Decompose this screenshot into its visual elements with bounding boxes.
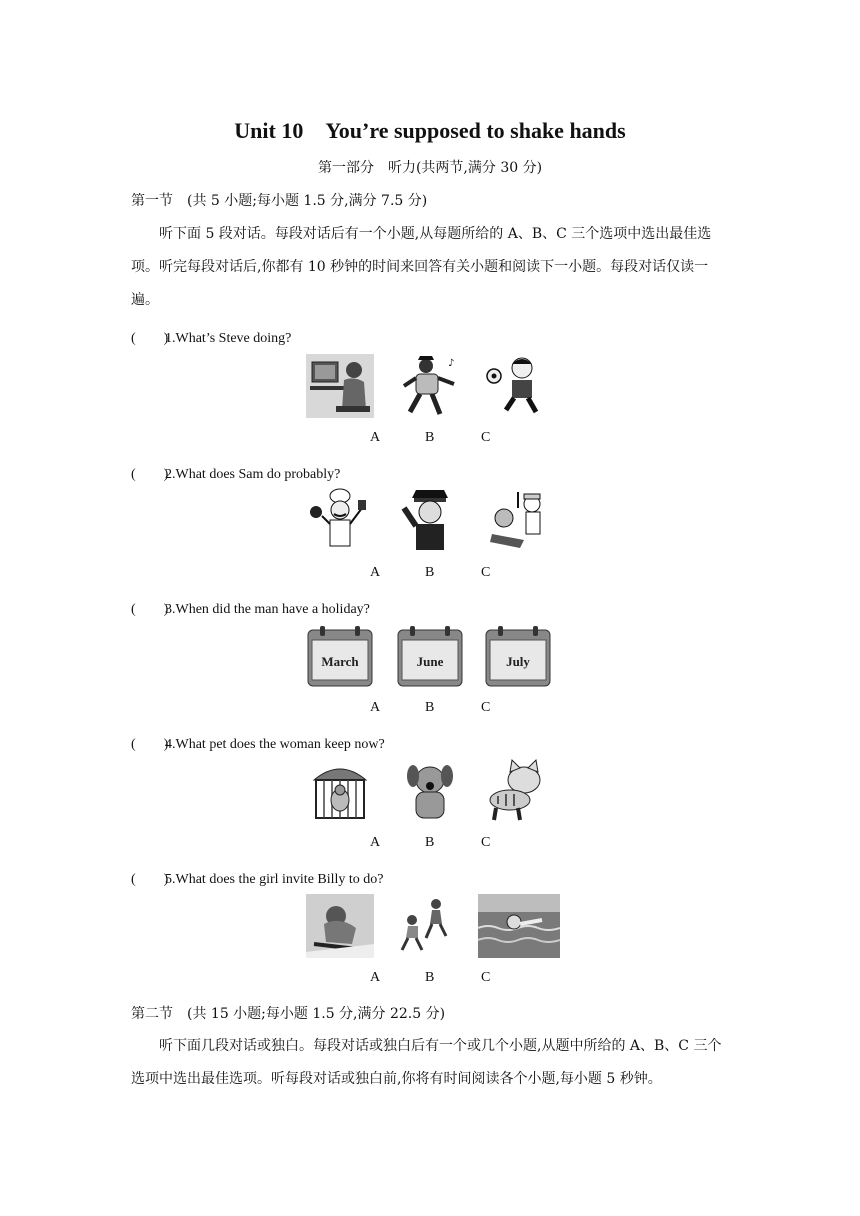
answer-blank[interactable]: ( ) bbox=[131, 602, 169, 617]
question-1 bbox=[131, 327, 291, 347]
answer-blank[interactable]: ( ) bbox=[131, 331, 169, 346]
option-b-label: B bbox=[425, 835, 435, 850]
sledding-picture[interactable] bbox=[306, 894, 374, 958]
option-a-label: A bbox=[370, 565, 381, 580]
calendar-month-label: July bbox=[506, 654, 530, 669]
soccer-player-picture[interactable] bbox=[484, 354, 552, 418]
option-b-label: B bbox=[425, 430, 435, 445]
answer-blank[interactable]: ( ) bbox=[131, 872, 169, 887]
option-c-label: C bbox=[481, 565, 491, 580]
calendar-june-picture[interactable] bbox=[396, 624, 464, 688]
option-a-label: A bbox=[370, 970, 381, 985]
cat-picture[interactable] bbox=[484, 758, 552, 822]
question-2 bbox=[131, 463, 340, 483]
option-a-label: A bbox=[370, 430, 381, 445]
option-b-label: B bbox=[425, 970, 435, 985]
calendar-july-picture[interactable] bbox=[484, 624, 552, 688]
computer-user-picture[interactable] bbox=[306, 354, 374, 418]
police-officer-picture[interactable] bbox=[396, 488, 464, 552]
option-b-label: B bbox=[425, 565, 435, 580]
question-4 bbox=[131, 733, 385, 753]
answer-blank[interactable]: ( ) bbox=[131, 467, 169, 482]
chef-picture[interactable] bbox=[306, 488, 374, 552]
option-c-label: C bbox=[481, 430, 491, 445]
calendar-march-picture[interactable] bbox=[306, 624, 374, 688]
dancer-picture[interactable] bbox=[396, 354, 464, 418]
part-subtitle: 第一部分 听力(共两节,满分 30 分) bbox=[317, 160, 543, 176]
option-a-label: A bbox=[370, 700, 381, 715]
question-text: 2.What does Sam do probably? bbox=[165, 467, 341, 482]
section1-heading: 第一节 (共 5 小题;每小题 1.5 分,满分 7.5 分) bbox=[131, 193, 428, 209]
calendar-month-label: June bbox=[416, 654, 444, 669]
option-c-label: C bbox=[481, 700, 491, 715]
page-title: Unit 10 You’re supposed to shake hands bbox=[234, 118, 626, 143]
option-c-label: C bbox=[481, 835, 491, 850]
question-3 bbox=[131, 598, 370, 618]
section2-heading: 第二节 (共 15 小题;每小题 1.5 分,满分 22.5 分) bbox=[131, 1006, 446, 1022]
svg-text:♪: ♪ bbox=[448, 358, 455, 369]
dentist-picture[interactable] bbox=[484, 488, 552, 552]
question-5 bbox=[131, 868, 384, 888]
question-text: 5.What does the girl invite Billy to do? bbox=[165, 872, 384, 887]
question-text: 1.What’s Steve doing? bbox=[165, 331, 292, 346]
question-text: 3.When did the man have a holiday? bbox=[165, 602, 370, 617]
option-c-label: C bbox=[481, 970, 491, 985]
option-a-label: A bbox=[370, 835, 381, 850]
section2-instructions: 听下面几段对话或独白。每段对话或独白后有一个或几个小题,从题中所给的 A、B、C 三个选项中选出最佳选项。听每段对话或独白前,你将有时间阅读各个小题,每小题 5 秒钟。 bbox=[131, 1038, 722, 1087]
bird-in-cage-picture[interactable] bbox=[306, 758, 374, 822]
option-b-label: B bbox=[425, 700, 435, 715]
ice-skating-picture[interactable] bbox=[396, 894, 464, 958]
question-text: 4.What pet does the woman keep now? bbox=[165, 737, 385, 752]
swimming-picture[interactable] bbox=[478, 894, 560, 958]
calendar-month-label: March bbox=[321, 654, 359, 669]
dog-picture[interactable] bbox=[396, 758, 464, 822]
section1-instructions: 听下面 5 段对话。每段对话后有一个小题,从每题所给的 A、B、C 三个选项中选出最佳选项。听完每段对话后,你都有 10 秒钟的时间来回答有关小题和阅读下一小题。每段对话仅读一遍。 bbox=[131, 226, 712, 308]
answer-blank[interactable]: ( ) bbox=[131, 737, 169, 752]
